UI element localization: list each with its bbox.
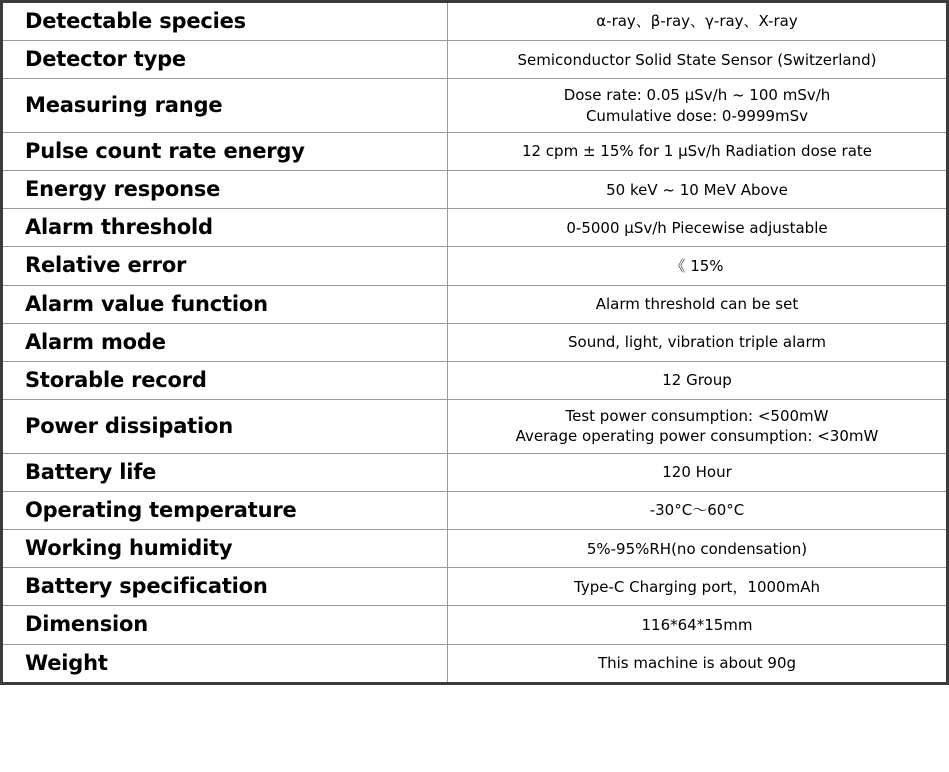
spec-value [448, 453, 948, 491]
spec-value-line: This machine is about 90g [597, 654, 797, 673]
table-row [2, 491, 948, 529]
spec-label: Detector type [2, 41, 448, 79]
table-row [2, 209, 948, 247]
table-row [2, 41, 948, 79]
spec-label: Pulse count rate energy [2, 132, 448, 170]
spec-value-line: 5%-95%RH(no condensation) [586, 539, 808, 558]
spec-label: Power dissipation [2, 400, 448, 454]
spec-value-line: α-ray、β-ray、γ-ray、X-ray [596, 12, 798, 31]
spec-label: Detectable species [2, 2, 448, 41]
table-row [2, 323, 948, 361]
spec-value-line: Type-C Charging port，1000mAh [574, 577, 820, 596]
specifications-table-body [2, 2, 948, 684]
spec-label: Operating temperature [2, 491, 448, 529]
spec-value-line: Semiconductor Solid State Sensor (Switzerland) [517, 50, 877, 69]
spec-value [448, 568, 948, 606]
spec-value [448, 400, 948, 454]
spec-value-line: 12 cpm ± 15% for 1 μSv/h Radiation dose rate [521, 142, 873, 161]
spec-label: Measuring range [2, 79, 448, 133]
spec-value-line: 50 keV ~ 10 MeV Above [606, 180, 788, 199]
spec-value [448, 171, 948, 209]
spec-value [448, 530, 948, 568]
spec-value-line: Dose rate: 0.05 μSv/h ~ 100 mSv/h [563, 86, 831, 105]
spec-label: Alarm mode [2, 323, 448, 361]
spec-value [448, 2, 948, 41]
spec-value-line: 116*64*15mm [641, 615, 753, 634]
spec-value-line: -30°C～60°C [649, 501, 745, 520]
spec-value [448, 247, 948, 285]
spec-value-line: Sound, light, vibration triple alarm [568, 333, 826, 352]
table-row [2, 530, 948, 568]
spec-label: Alarm value function [2, 285, 448, 323]
spec-value [448, 644, 948, 683]
spec-label: Battery life [2, 453, 448, 491]
spec-label: Energy response [2, 171, 448, 209]
spec-value-line: 12 Group [662, 371, 732, 390]
spec-value [448, 491, 948, 529]
spec-value [448, 79, 948, 133]
spec-label: Weight [2, 644, 448, 683]
spec-value [448, 209, 948, 247]
table-row [2, 2, 948, 41]
spec-value [448, 285, 948, 323]
spec-label: Alarm threshold [2, 209, 448, 247]
table-row [2, 247, 948, 285]
table-row [2, 453, 948, 491]
spec-value-line: Alarm threshold can be set [595, 295, 799, 314]
spec-value [448, 606, 948, 644]
table-row [2, 606, 948, 644]
spec-value-line: Test power consumption: <500mW [565, 407, 829, 426]
spec-label: Relative error [2, 247, 448, 285]
spec-value-line: 《 15% [670, 256, 724, 275]
table-row [2, 79, 948, 133]
spec-value-line: 0-5000 μSv/h Piecewise adjustable [566, 218, 828, 237]
table-row [2, 644, 948, 683]
spec-value [448, 132, 948, 170]
spec-label: Dimension [2, 606, 448, 644]
table-row [2, 171, 948, 209]
spec-value-line: Cumulative dose: 0-9999mSv [585, 106, 809, 125]
table-row [2, 568, 948, 606]
spec-value-line: 120 Hour [662, 463, 732, 482]
table-row [2, 400, 948, 454]
table-row [2, 362, 948, 400]
spec-value [448, 362, 948, 400]
table-row [2, 132, 948, 170]
table-row [2, 285, 948, 323]
spec-label: Working humidity [2, 530, 448, 568]
spec-value [448, 41, 948, 79]
spec-value-line: Average operating power consumption: <30mW [515, 427, 879, 446]
spec-label: Storable record [2, 362, 448, 400]
spec-value [448, 323, 948, 361]
spec-label: Battery specification [2, 568, 448, 606]
